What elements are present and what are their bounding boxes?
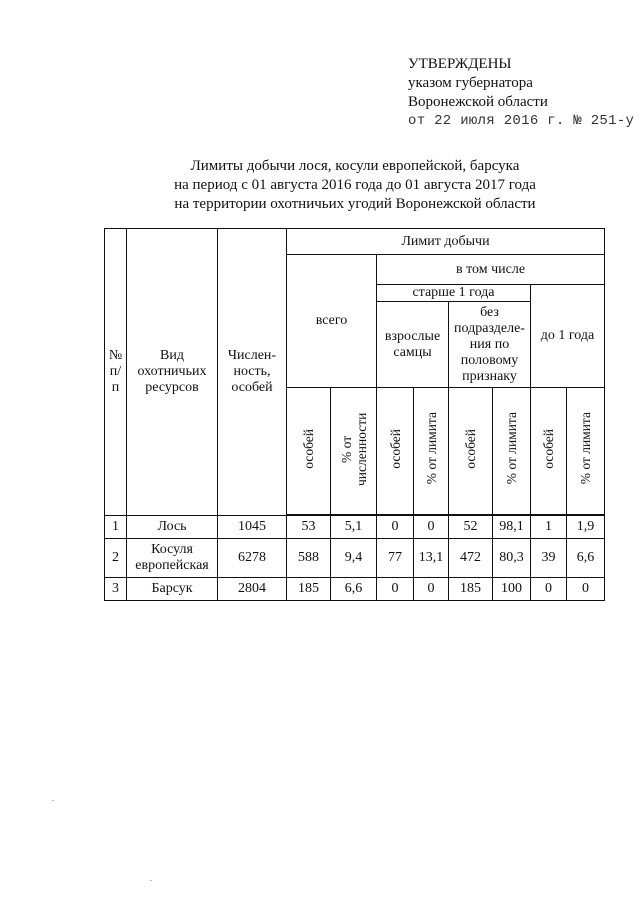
cell-number: 2	[105, 539, 127, 578]
cell-count: 1045	[218, 516, 287, 539]
sub-nodiv-individuals	[449, 388, 493, 515]
cell-total: 588	[287, 539, 331, 578]
sub-young-individuals	[531, 388, 567, 515]
sub-label: % от численности	[338, 411, 369, 486]
cell-total: 53	[287, 516, 331, 539]
cell-total-pct: 9,4	[331, 539, 377, 578]
table-row	[105, 539, 605, 578]
sub-total-individuals	[287, 388, 331, 515]
sub-label: особей	[301, 428, 316, 469]
header-under-1-year: до 1 года	[531, 285, 605, 388]
header-adult-males: взрослые самцы	[377, 302, 449, 388]
cell-nodiv-pct: 98,1	[493, 516, 531, 539]
header-including: в том числе	[377, 255, 605, 285]
sub-males-pct	[414, 388, 449, 515]
sub-label: особей	[541, 428, 556, 469]
cell-males: 77	[377, 539, 414, 578]
cell-count: 6278	[218, 539, 287, 578]
cell-nodiv: 185	[449, 578, 493, 601]
cell-males: 0	[377, 516, 414, 539]
title-line-3: на территории охотничьих угодий Воронежской области	[174, 196, 536, 212]
approval-block	[408, 55, 634, 131]
cell-nodiv: 472	[449, 539, 493, 578]
sub-label: особей	[463, 428, 478, 469]
header-no-sex-division: без подразделе- ния по половому признаку	[449, 302, 531, 388]
cell-total-pct: 6,6	[331, 578, 377, 601]
cell-young-pct: 0	[567, 578, 605, 601]
cell-kind: Лось	[127, 516, 218, 539]
sub-label: особей	[387, 428, 403, 469]
table-row	[105, 578, 605, 601]
cell-nodiv-pct: 100	[493, 578, 531, 601]
sub-label: % от лимита	[423, 412, 439, 485]
cell-count: 2804	[218, 578, 287, 601]
header-number: № п/п	[105, 229, 127, 516]
header-resource-kind: Вид охотничьих ресурсов	[127, 229, 218, 516]
cell-young-pct: 6,6	[567, 539, 605, 578]
header-limit: Лимит добычи	[287, 229, 605, 255]
sub-males-individuals	[377, 388, 414, 515]
approval-heading: УТВЕРЖДЕНЫ	[408, 56, 512, 72]
sub-label: % от лимита	[504, 412, 519, 485]
limits-table	[104, 228, 605, 601]
cell-males: 0	[377, 578, 414, 601]
cell-total-pct: 5,1	[331, 516, 377, 539]
header-older-1-year: старше 1 года	[377, 285, 531, 302]
title-line-2: на период с 01 августа 2016 года до 01 августа 2017 года	[174, 177, 536, 193]
cell-young-pct: 1,9	[567, 516, 605, 539]
cell-males-pct: 13,1	[414, 539, 449, 578]
cell-total: 185	[287, 578, 331, 601]
approval-date-number: от 22 июля 2016 г. № 251-у	[408, 113, 635, 129]
cell-nodiv: 52	[449, 516, 493, 539]
cell-number: 1	[105, 516, 127, 539]
cell-young: 1	[531, 516, 567, 539]
cell-males-pct: 0	[414, 578, 449, 601]
cell-nodiv-pct: 80,3	[493, 539, 531, 578]
sub-young-pct	[567, 388, 605, 515]
cell-number: 3	[105, 578, 127, 601]
cell-males-pct: 0	[414, 516, 449, 539]
scan-speck	[150, 880, 152, 881]
cell-young: 0	[531, 578, 567, 601]
approval-decree: указом губернатора	[408, 75, 533, 91]
scan-speck	[52, 800, 54, 801]
cell-young: 39	[531, 539, 567, 578]
cell-kind: Барсук	[127, 578, 218, 601]
header-population: Числен- ность, особей	[218, 229, 287, 516]
sub-total-pct	[331, 388, 377, 515]
sub-nodiv-pct	[493, 388, 531, 515]
title-line-1: Лимиты добычи лося, косули европейской, барсука	[190, 158, 520, 174]
approval-region: Воронежской области	[408, 94, 548, 110]
header-total: всего	[287, 255, 377, 388]
document-title	[0, 157, 640, 214]
cell-kind: Косуля европейская	[127, 539, 218, 578]
sub-label: % от лимита	[578, 412, 594, 485]
table-row	[105, 516, 605, 539]
